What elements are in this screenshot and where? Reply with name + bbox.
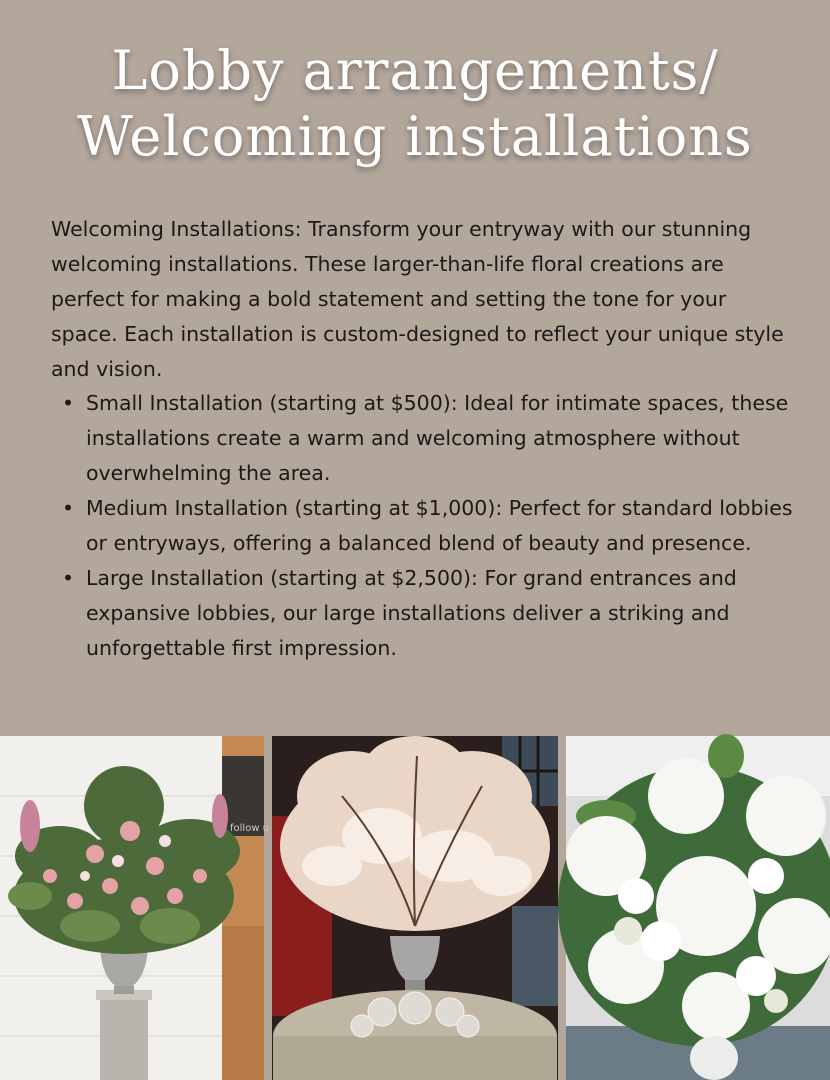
list-item-small — [58, 386, 794, 491]
page-title-line-1: Lobby arrangements/ — [111, 39, 719, 102]
sign-text: follow u — [230, 823, 270, 834]
page-title-line-2: Welcoming installations — [77, 105, 753, 168]
list-item-text: Large Installation (starting at $2,500): For grand entrances and expansive lobbies, our large installations deliver a striking and unforgettable first impression. — [86, 566, 737, 660]
list-item-text: Small Installation (starting at $500): Ideal for intimate spaces, these installations create a warm and welcoming atmosphere without overwhelming the area. — [86, 391, 789, 485]
photo-pink-arrangement — [0, 736, 270, 1080]
photo-strip — [0, 736, 830, 1080]
bullet: • — [62, 496, 75, 520]
bullet: • — [62, 391, 75, 415]
page-title — [0, 38, 830, 170]
intro-paragraph: Welcoming Installations: Transform your entryway with our stunning welcoming installations. These larger-than-life floral creations are perfect for making a bold statement and setting the tone for your space. Each installation is custom-designed to reflect your unique style and vision. — [51, 217, 784, 381]
photo-blossom-arrangement — [272, 736, 558, 1080]
installation-list — [58, 386, 794, 666]
photo-white-arrangement — [566, 736, 830, 1080]
list-item-medium — [58, 491, 794, 561]
list-item-large — [58, 561, 794, 666]
bullet: • — [62, 566, 75, 590]
list-item-text: Medium Installation (starting at $1,000): Perfect for standard lobbies or entryways, offering a balanced blend of beauty and presence. — [86, 496, 793, 555]
